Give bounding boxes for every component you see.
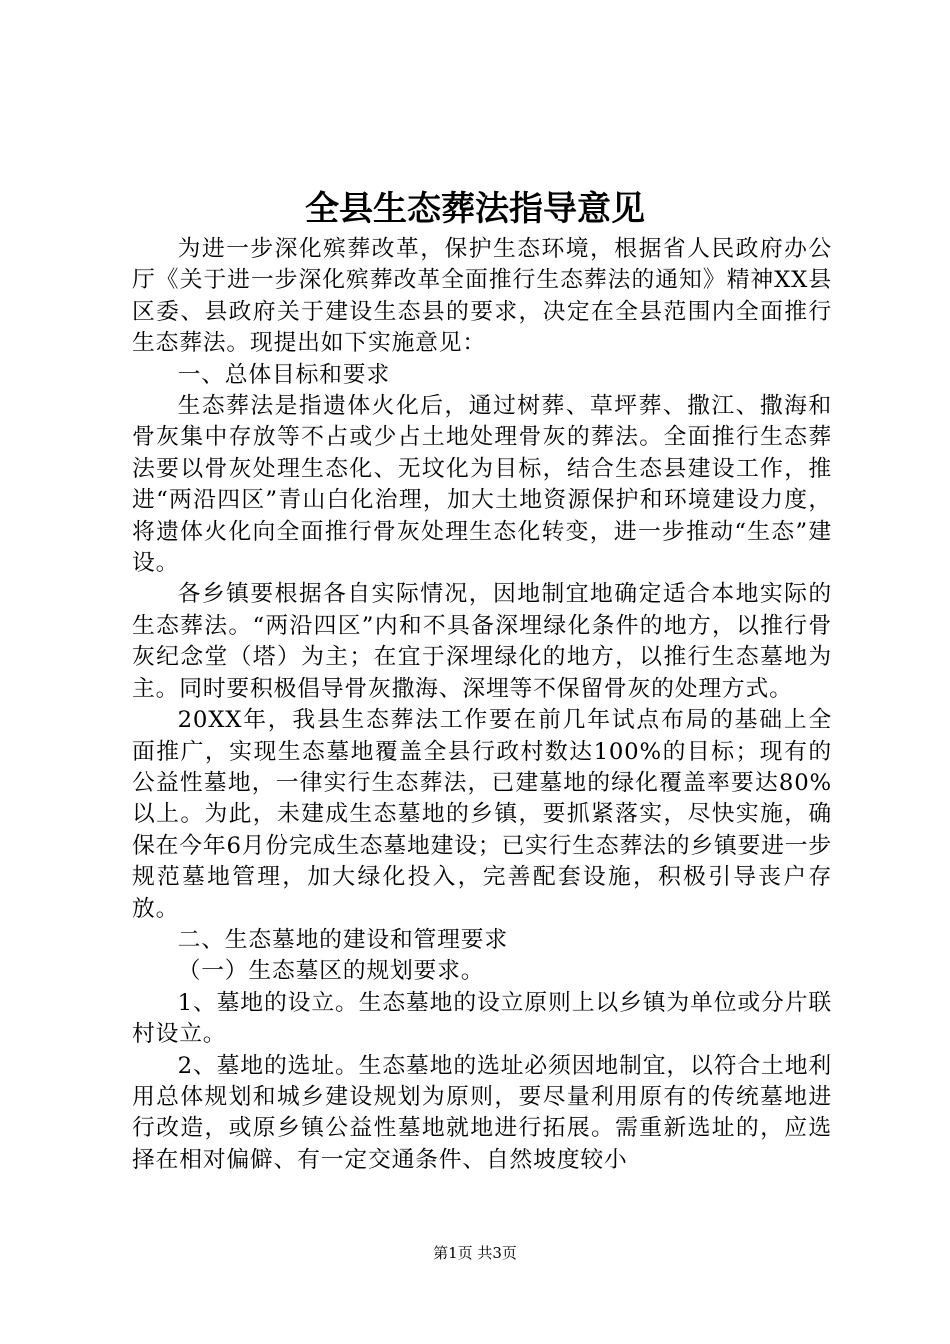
body-paragraph: 20XX年，我县生态葬法工作要在前几年试点布局的基础上全面推广，实现生态墓地覆盖全县行政村数达100%的目标；现有的公益性墓地，一律实行生态葬法，已建墓地的绿化覆盖率要达80%以上。为此，未建成生态墓地的乡镇，要抓紧落实，尽快实施，确保在今年6月份完成生态墓地建设；已实行生态葬法的乡镇要进一步规范墓地管理，加大绿化投入，完善配套设施，积极引导丧户存放。 <box>132 707 832 922</box>
subsection-heading: （一）生态墓区的规划要求。 <box>177 958 485 985</box>
section-heading-1: 一、总体目标和要求 <box>177 361 390 388</box>
body-paragraph: 2、墓地的选址。生态墓地的选址必须因地制宜，以符合土地利用总体规划和城乡建设规划为原则，要尽量利用原有的传统墓地进行改造，或原乡镇公益性墓地就地进行拓展。需重新选址的，应选择在相对偏僻、有一定交通条件、自然坡度较小 <box>132 1052 832 1173</box>
body-paragraph: 各乡镇要根据各自实际情况，因地制宜地确定适合本地实际的生态葬法。“两沿四区”内和不具备深埋绿化条件的地方，以推行骨灰纪念堂（塔）为主；在宜于深埋绿化的地方，以推行生态墓地为主。同时要积极倡导骨灰撒海、深埋等不保留骨灰的处理方式。 <box>132 581 832 702</box>
intro-paragraph: 为进一步深化殡葬改革，保护生态环境，根据省人民政府办公厅《关于进一步深化殡葬改革全面推行生态葬法的通知》精神XX县区委、县政府关于建设生态县的要求，决定在全县范围内全面推行生态葬法。现提出如下实施意见： <box>132 236 832 357</box>
body-paragraph: 生态葬法是指遗体火化后，通过树葬、草坪葬、撒江、撒海和骨灰集中存放等不占或少占土地处理骨灰的葬法。全面推行生态葬法要以骨灰处理生态化、无坟化为目标，结合生态县建设工作，推进“两沿四区”青山白化治理，加大土地资源保护和环境建设力度，将遗体火化向全面推行骨灰处理生态化转变，进一步推动“生态”建设。 <box>132 393 832 577</box>
document-title: 全县生态葬法指导意见 <box>305 189 645 229</box>
section-heading-2: 二、生态墓地的建设和管理要求 <box>177 926 508 953</box>
page-number-footer: 第1页 共3页 <box>433 1244 517 1262</box>
body-paragraph: 1、墓地的设立。生态墓地的设立原则上以乡镇为单位或分片联村设立。 <box>132 989 832 1048</box>
document-body <box>132 234 832 1176</box>
